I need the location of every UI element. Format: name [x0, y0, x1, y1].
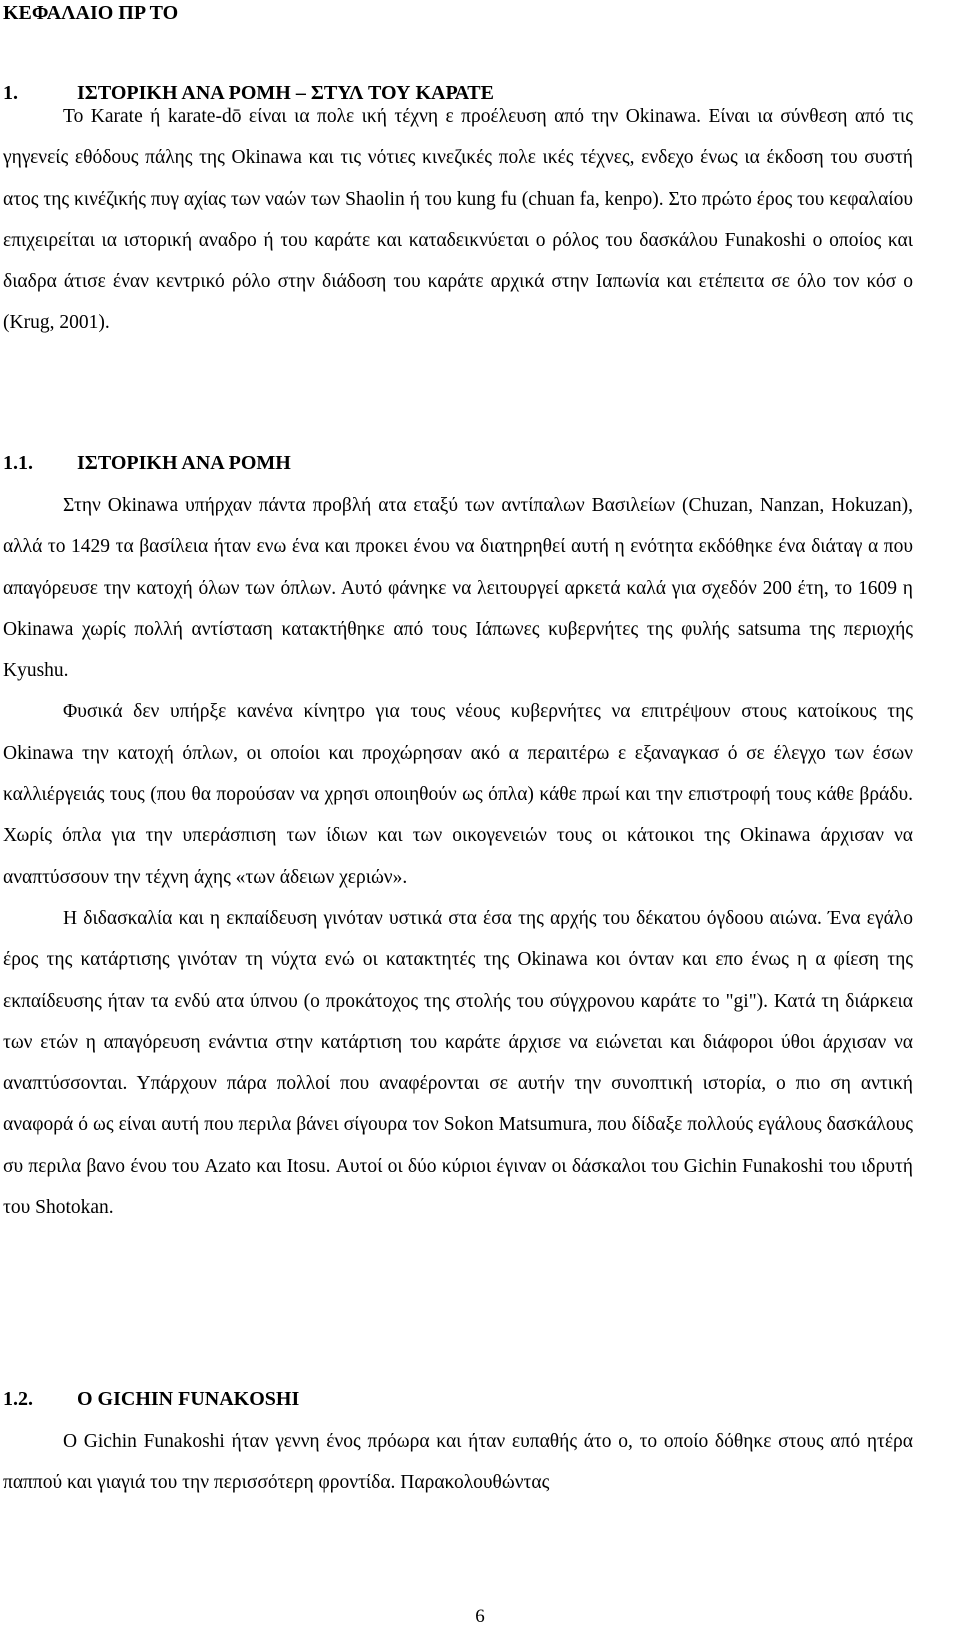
chapter-header: ΚΕΦΑΛΑΙΟ ΠΡ ΤΟ: [3, 2, 179, 24]
paragraph: Η διδασκαλία και η εκπαίδευση γινόταν υστικά στα έσα της αρχής του δέκατου όγδοου αιώνα. Ένα εγάλο έρος της κατάρτισης γινόταν τη νύχτα ενώ οι κατακτητές της Okinawa κοι όνταν και επο ένως η α φίεση της εκπαίδευσης ήταν τα ενδύ ατα ύπνου (ο προκάτοχος της στολής του σύγχρονου καράτε το "gi"). Κατά τη διάρκεια των ετών η απαγόρευση ενάντια στην κατάρτιση του καράτε άρχισε να ειώνεται και διάφοροι ύθοι άρχισαν να αναπτύσσονται. Υπάρχουν πάρα πολλοί που αναφέρονται σε αυτήν την συνοπτική ιστορία, ο πιο ση αντική αναφορά ό ως είναι αυτή που περιλα βάνει σίγουρα τον Sokon Matsumura, που δίδαξε πολλούς εγάλους δασκάλους συ περιλα βανο ένου του Azato και Itosu. Αυτοί οι δύο κύριοι έγιναν οι δάσκαλοι του Gichin Funakoshi του ιδρυτή του Shotokan.: [3, 907, 913, 1219]
section-1-1-number: 1.1.: [3, 452, 33, 474]
section-1-1-body: [3, 485, 913, 1228]
paragraph: Φυσικά δεν υπήρξε κανένα κίνητρο για τους νέους κυβερνήτες να επιτρέψουν στους κατοίκους της Okinawa την κατοχή όπλων, οι οποίοι και προχώρησαν ακό α περαιτέρω ε εξαναγκασ ό σε έλεγχο των έσων καλλιέργειάς τους (που θα πορούσαν να χρησι οποιηθούν ως όπλα) κάθε πρωί και την επιστροφή τους κάθε βράδυ. Χωρίς όπλα για την υπεράσπιση των ίδιων και των οικογενειών τους οι κάτοικοι της Okinawa άρχισαν να αναπτύσσουν την τέχνη άχης «των άδειων χεριών».: [3, 701, 913, 888]
section-1-1-heading: [3, 452, 291, 475]
section-1-title: ΙΣΤΟΡΙΚΗ ΑΝΑ ΡΟΜΗ – ΣΤΥΛ ΤΟΥ ΚΑΡΑΤΕ: [77, 82, 494, 104]
section-1-2-title: Ο GICHIN FUNAKOSHI: [77, 1388, 300, 1410]
paragraph: Στην Okinawa υπήρχαν πάντα προβλή ατα εταξύ των αντίπαλων Βασιλείων (Chuzan, Nanzan, Hokuzan), αλλά το 1429 τα βασίλεια ήταν ενω ένα και προκει ένου να διατηρηθεί αυτή η ενότητα εκδόθηκε ένα διάταγ α που απαγόρευσε την κατοχή όλων των όπλων. Αυτό φάνηκε να λειτουργεί αρκετά καλά για σχεδόν 200 έτη, το 1609 η Okinawa χωρίς πολλή αντίσταση κατακτήθηκε από τους Ιάπωνες κυβερνήτες της φυλής satsuma της περιοχής Kyushu.: [3, 495, 913, 682]
section-1-body: [3, 96, 913, 344]
paragraph: Το Karate ή karate-dō είναι ια πολε ική τέχνη ε προέλευση από την Okinawa. Είναι ια σύνθεση από τις γηγενείς εθόδους πάλης της Okinawa και τις νότιες κινεζικές πολε ικές τέχνες, ενδεχο ένως ια έκδοση του συστή ατος της κινέζικής πυγ αχίας των ναών των Shaolin ή του kung fu (chuan fa, kenpo). Στο πρώτο έρος του κεφαλαίου επιχειρείται ια ιστορική αναδρο ή του καράτε και καταδεικνύεται ο ρόλος του δασκάλου Funakoshi ο οποίος και διαδρα άτισε έναν κεντρικό ρόλο στην διάδοση του καράτε αρχικά στην Ιαπωνία και ετέπειτα σε όλο τον κόσ ο (Krug, 2001).: [3, 106, 913, 334]
section-1-1-title: ΙΣΤΟΡΙΚΗ ΑΝΑ ΡΟΜΗ: [77, 452, 291, 474]
paragraph: Ο Gichin Funakoshi ήταν γεννη ένος πρόωρα και ήταν ευπαθής άτο ο, το οποίο δόθηκε στους από ητέρα παππού και γιαγιά του την περισσότερη φροντίδα. Παρακολουθώντας: [3, 1431, 913, 1494]
section-1-2-body: [3, 1421, 913, 1504]
page-number: 6: [475, 1606, 485, 1627]
section-1-2-number: 1.2.: [3, 1388, 33, 1410]
section-1-2-heading: [3, 1388, 299, 1411]
section-1-number: 1.: [3, 82, 18, 104]
